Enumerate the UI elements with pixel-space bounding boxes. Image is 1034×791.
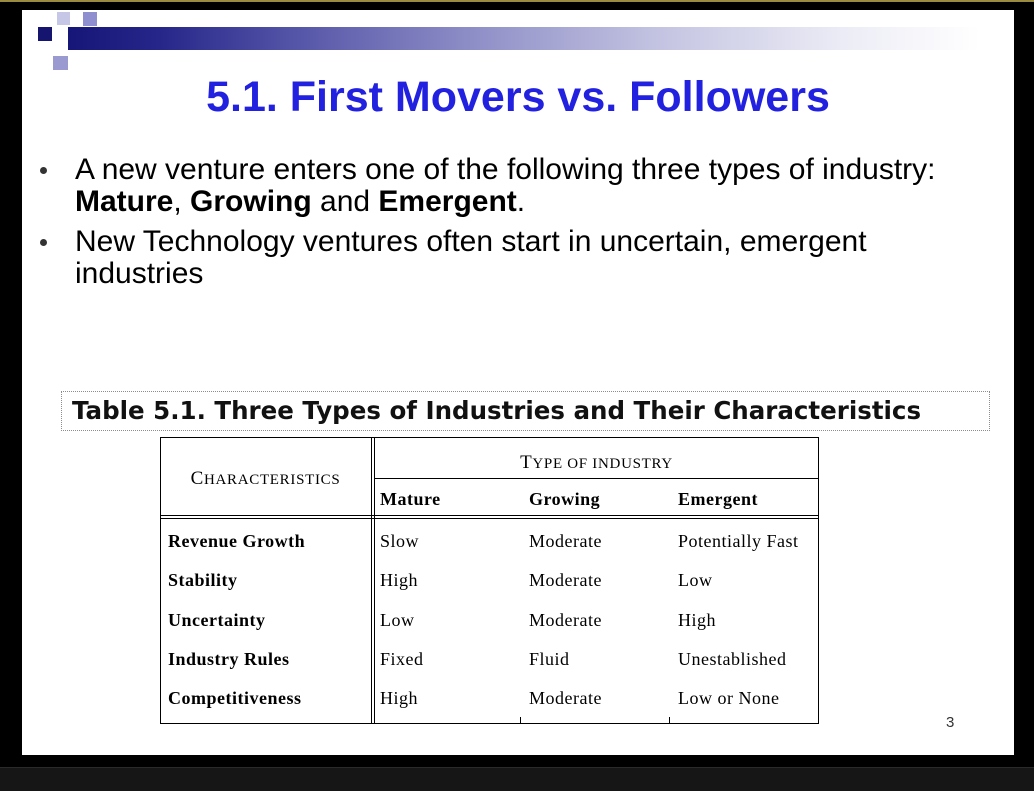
viewer-bottom-bar bbox=[0, 767, 1034, 791]
table-row bbox=[160, 679, 819, 718]
bullet-text: , bbox=[173, 185, 191, 218]
bullet-term-emergent: Emergent bbox=[378, 185, 517, 218]
row-characteristic: Revenue Growth bbox=[168, 531, 306, 551]
table-border-bottom bbox=[160, 723, 819, 724]
row-characteristic: Uncertainty bbox=[168, 609, 266, 630]
bullet-item-new-technology bbox=[75, 226, 985, 290]
column-header-growing: Growing bbox=[529, 489, 601, 509]
slide-canvas[interactable] bbox=[22, 10, 1014, 755]
row-characteristic: Stability bbox=[168, 570, 238, 591]
bullet-dot-icon bbox=[40, 239, 47, 246]
window-top-edge bbox=[0, 0, 1034, 2]
cell-emergent: High bbox=[678, 609, 716, 630]
table-row bbox=[160, 640, 819, 679]
header-type-of-industry: TYPE OF INDUSTRY bbox=[520, 452, 673, 473]
bullet-term-growing: Growing bbox=[190, 185, 312, 218]
cell-growing: Moderate bbox=[529, 531, 602, 551]
bullet-text: A new venture enters one of the following three types of industry: bbox=[75, 153, 936, 186]
row-characteristic: Industry Rules bbox=[168, 648, 290, 669]
decor-square-lower bbox=[53, 56, 68, 70]
cell-mature: Fixed bbox=[380, 648, 424, 669]
cell-mature: Slow bbox=[380, 531, 420, 551]
bullet-text: and bbox=[311, 185, 379, 218]
table-border-top bbox=[160, 437, 819, 438]
cell-emergent: Low bbox=[678, 570, 713, 591]
table-double-rule-horizontal bbox=[160, 518, 819, 519]
table-caption: Table 5.1. Three Types of Industries and Their Characteristics bbox=[61, 391, 990, 431]
bullet-list bbox=[75, 154, 985, 298]
cell-emergent: Potentially Fast bbox=[678, 531, 799, 551]
table-row bbox=[160, 601, 819, 640]
cell-emergent: Unestablished bbox=[678, 648, 787, 669]
row-characteristic: Competitiveness bbox=[168, 688, 302, 708]
decor-square-light bbox=[57, 12, 70, 25]
cell-mature: Low bbox=[380, 609, 415, 630]
header-gradient-band bbox=[68, 27, 980, 50]
decor-square-periwinkle bbox=[83, 12, 97, 26]
bullet-term-mature: Mature bbox=[75, 185, 174, 218]
column-header-mature: Mature bbox=[380, 489, 441, 509]
cell-growing: Moderate bbox=[529, 570, 602, 591]
industry-characteristics-table bbox=[160, 437, 819, 724]
cell-growing: Moderate bbox=[529, 609, 602, 630]
cell-growing: Moderate bbox=[529, 688, 602, 708]
bullet-text: . bbox=[516, 185, 526, 218]
cell-growing: Fluid bbox=[529, 648, 570, 669]
cell-mature: High bbox=[380, 688, 418, 708]
table-double-rule-horizontal bbox=[160, 515, 819, 516]
decor-square-navy bbox=[38, 27, 52, 41]
cell-emergent: Low or None bbox=[678, 688, 780, 708]
table-row bbox=[160, 522, 819, 561]
column-header-emergent: Emergent bbox=[678, 489, 758, 509]
table-row bbox=[160, 561, 819, 600]
slide-title: 5.1. First Movers vs. Followers bbox=[206, 73, 830, 121]
header-characteristics: CHARACTERISTICS bbox=[190, 468, 341, 489]
slide-page-number: 3 bbox=[946, 714, 955, 731]
table-group-header-rule bbox=[374, 478, 819, 479]
cell-mature: High bbox=[380, 570, 418, 591]
bullet-dot-icon bbox=[40, 167, 47, 174]
bullet-item-industry-types bbox=[75, 154, 985, 218]
bullet-text: New Technology ventures often start in uncertain, emergent industries bbox=[75, 225, 867, 290]
